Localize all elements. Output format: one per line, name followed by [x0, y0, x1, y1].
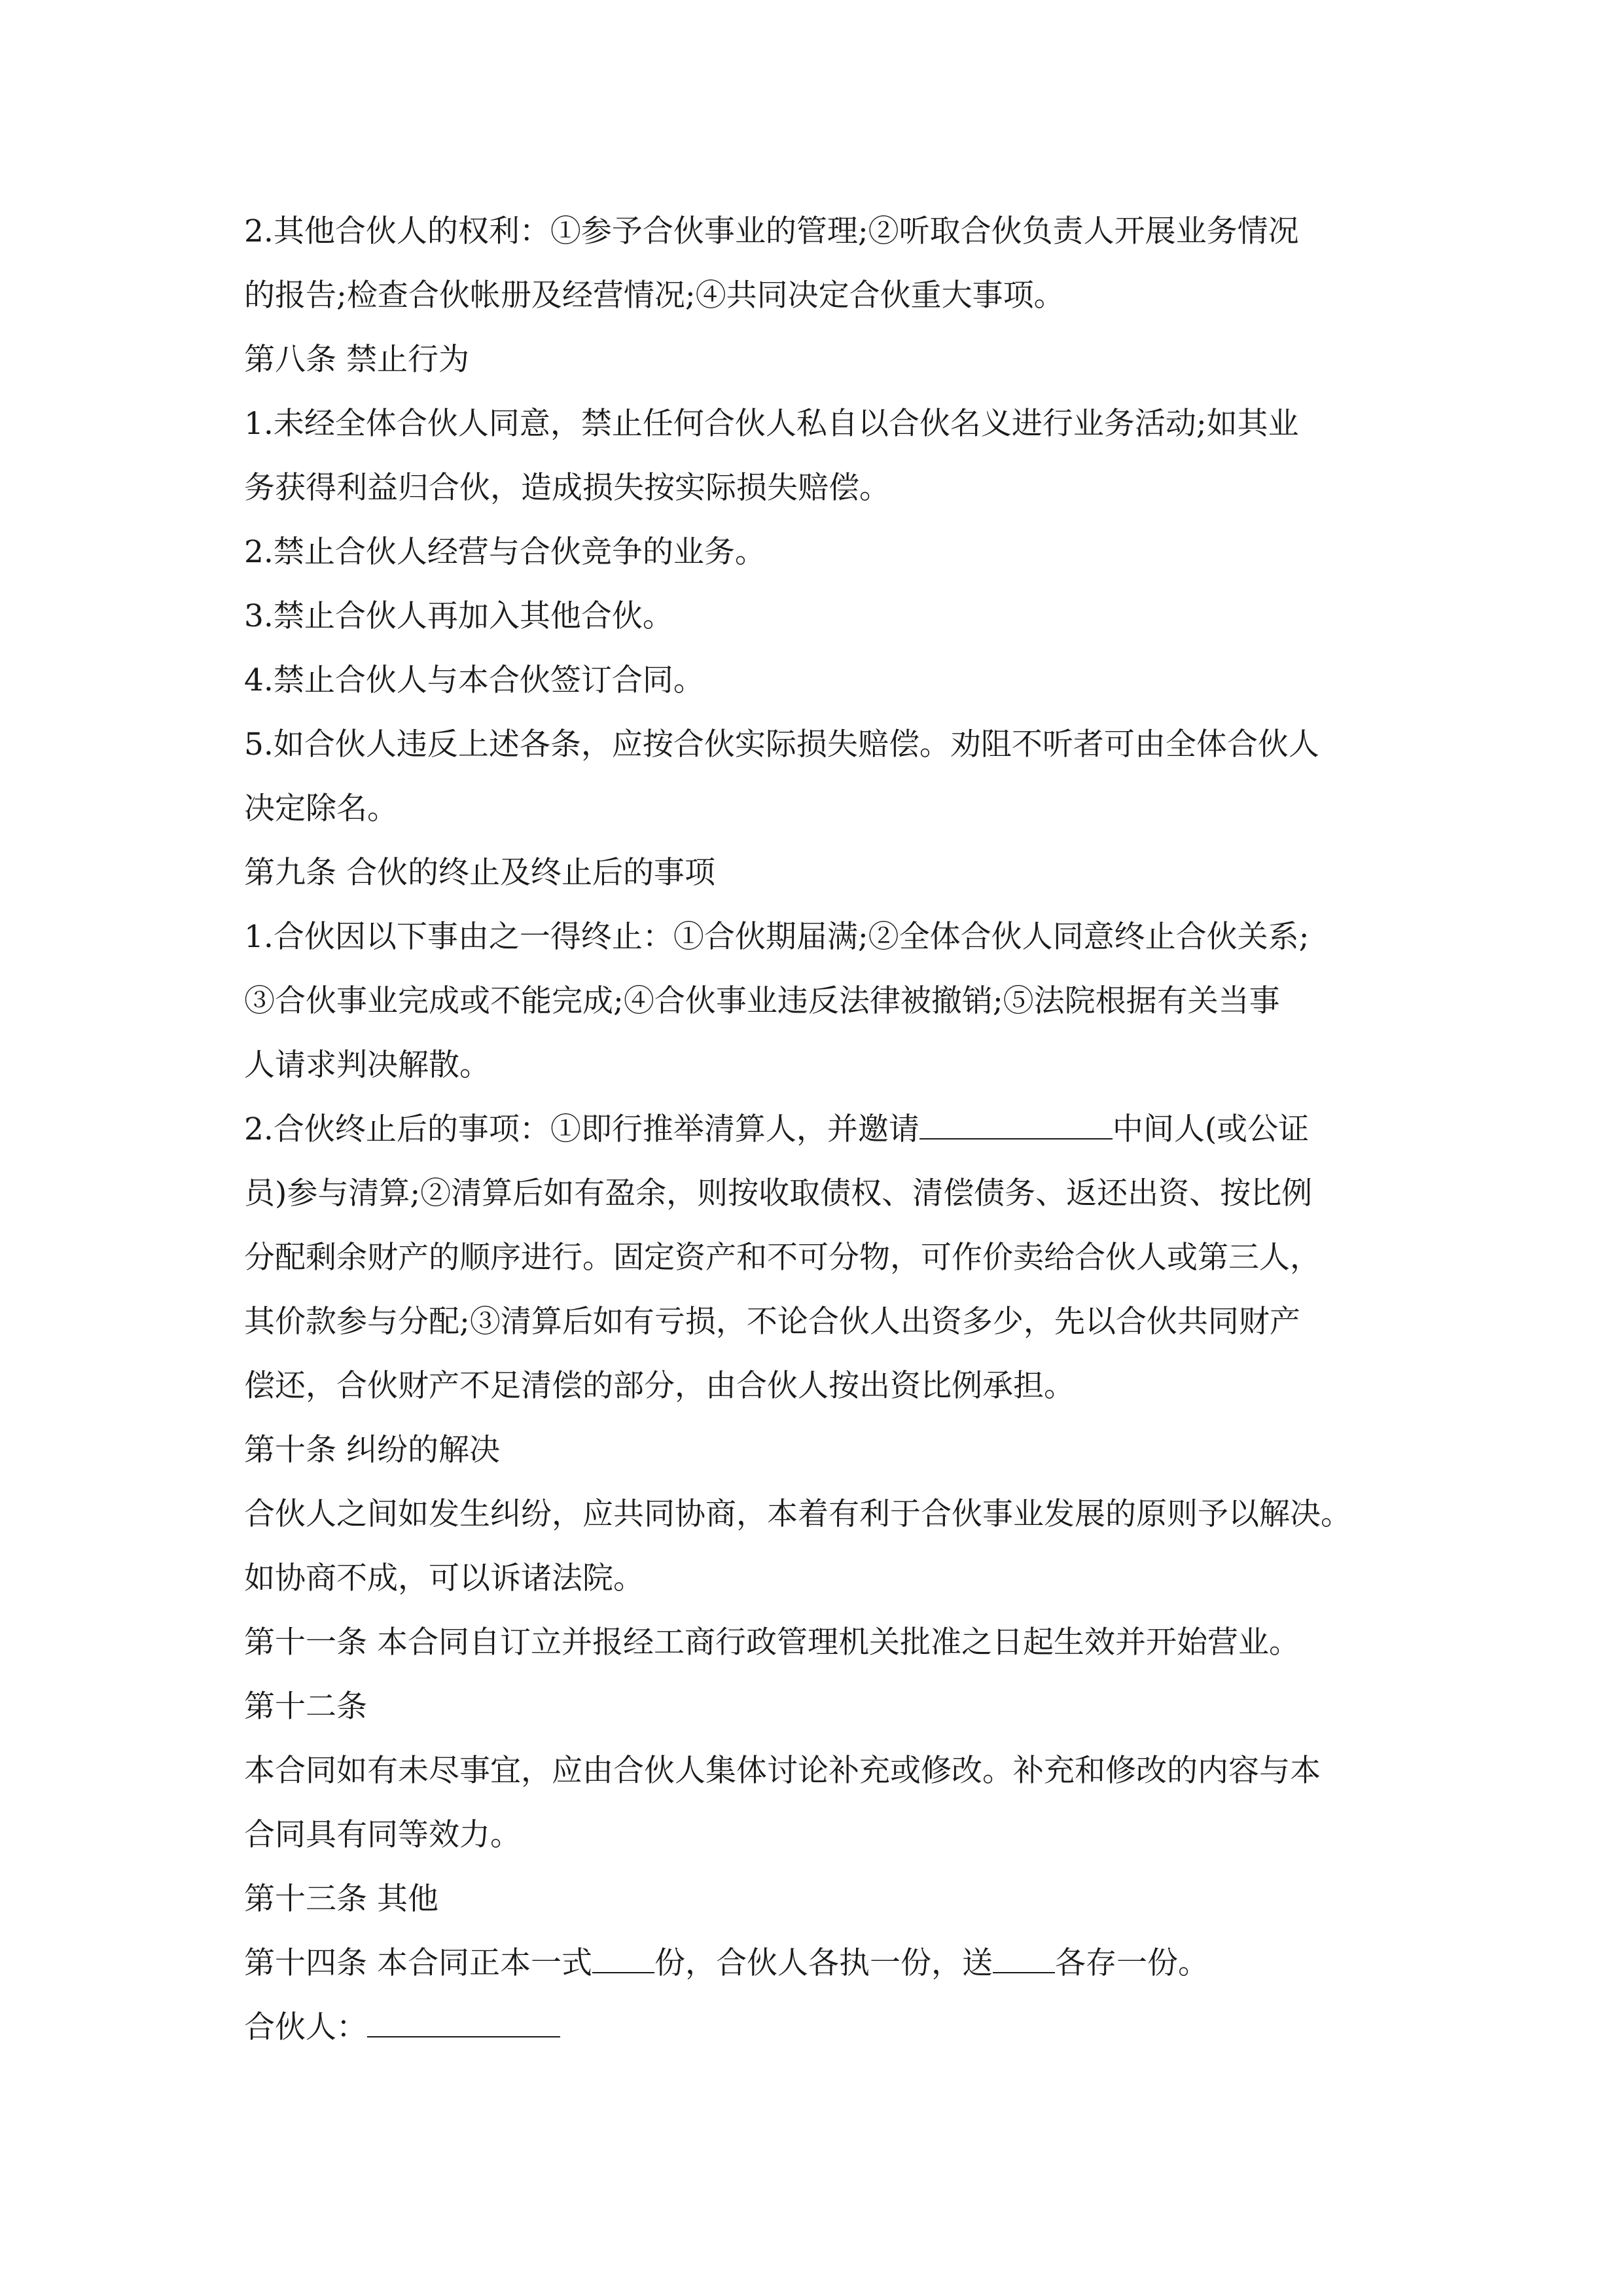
text-line: 3.禁止合伙人再加入其他合伙。 [244, 598, 673, 634]
text-line: 人请求判决解散。 [244, 1047, 490, 1083]
text-segment: 中间人(或公证 [1112, 1111, 1310, 1147]
signature-blank[interactable] [367, 2006, 560, 2037]
text-line: 本合同如有未尽事宜，应由合伙人集体讨论补充或修改。补充和修改的内容与本 [244, 1753, 1321, 1789]
article-heading: 第十条 纠纷的解决 [244, 1432, 500, 1468]
text-line: 偿还，合伙财产不足清偿的部分，由合伙人按出资比例承担。 [244, 1368, 1075, 1404]
text-line: 的报告;检查合伙帐册及经营情况;④共同决定合伙重大事项。 [244, 278, 1065, 314]
article-heading: 第九条 合伙的终止及终止后的事项 [244, 855, 715, 891]
text-line: 决定除名。 [244, 791, 398, 827]
fill-in-blank-mediator[interactable] [919, 1108, 1113, 1139]
text-segment: 第十四条 本合同正本一式 [244, 1945, 592, 1981]
text-line: 1.未经全体合伙人同意，禁止任何合伙人私自以合伙名义进行业务活动;如其业 [244, 406, 1299, 442]
article-heading: 第十一条 本合同自订立并报经工商行政管理机关批准之日起生效并开始营业。 [244, 1624, 1300, 1660]
text-line-with-blank [244, 1098, 1386, 1162]
text-line: 务获得利益归合伙，造成损失按实际损失赔偿。 [244, 470, 890, 506]
article-heading: 第十二条 [244, 1689, 367, 1725]
text-segment: 各存一份。 [1054, 1945, 1209, 1981]
text-line: 4.禁止合伙人与本合伙签订合同。 [244, 662, 704, 698]
text-line: 2.禁止合伙人经营与合伙竞争的业务。 [244, 534, 766, 570]
text-line: 如协商不成，可以诉诸法院。 [244, 1560, 644, 1596]
signature-line [244, 1996, 1386, 2060]
text-line: 其价款参与分配;③清算后如有亏损，不论合伙人出资多少，先以合伙共同财产 [244, 1304, 1300, 1340]
article-heading: 第八条 禁止行为 [244, 342, 469, 378]
text-line: 合伙人之间如发生纠纷，应共同协商，本着有利于合伙事业发展的原则予以解决。 [244, 1496, 1351, 1532]
text-line: ③合伙事业完成或不能完成;④合伙事业违反法律被撤销;⑤法院根据有关当事 [244, 983, 1280, 1019]
signature-label: 合伙人： [244, 2009, 367, 2045]
article-heading: 第十三条 其他 [244, 1881, 438, 1917]
text-line-with-blanks [244, 1931, 1386, 1996]
text-line: 员)参与清算;②清算后如有盈余，则按收取债权、清偿债务、返还出资、按比例 [244, 1175, 1313, 1211]
text-line: 2.其他合伙人的权利：①参予合伙事业的管理;②听取合伙负责人开展业务情况 [244, 213, 1299, 249]
fill-in-blank-copies[interactable] [592, 1942, 654, 1973]
fill-in-blank-recipient[interactable] [993, 1942, 1055, 1973]
text-segment: 2.合伙终止后的事项：①即行推举清算人，并邀请 [244, 1111, 919, 1147]
text-line: 分配剩余财产的顺序进行。固定资产和不可分物，可作价卖给合伙人或第三人， [244, 1240, 1321, 1276]
text-line: 5.如合伙人违反上述各条，应按合伙实际损失赔偿。劝阻不听者可由全体合伙人 [244, 726, 1319, 762]
text-line: 1.合伙因以下事由之一得终止：①合伙期届满;②全体合伙人同意终止合伙关系; [244, 919, 1310, 955]
document-page [244, 200, 1386, 2060]
text-segment: 份，合伙人各执一份，送 [654, 1945, 993, 1981]
text-line: 合同具有同等效力。 [244, 1817, 521, 1853]
